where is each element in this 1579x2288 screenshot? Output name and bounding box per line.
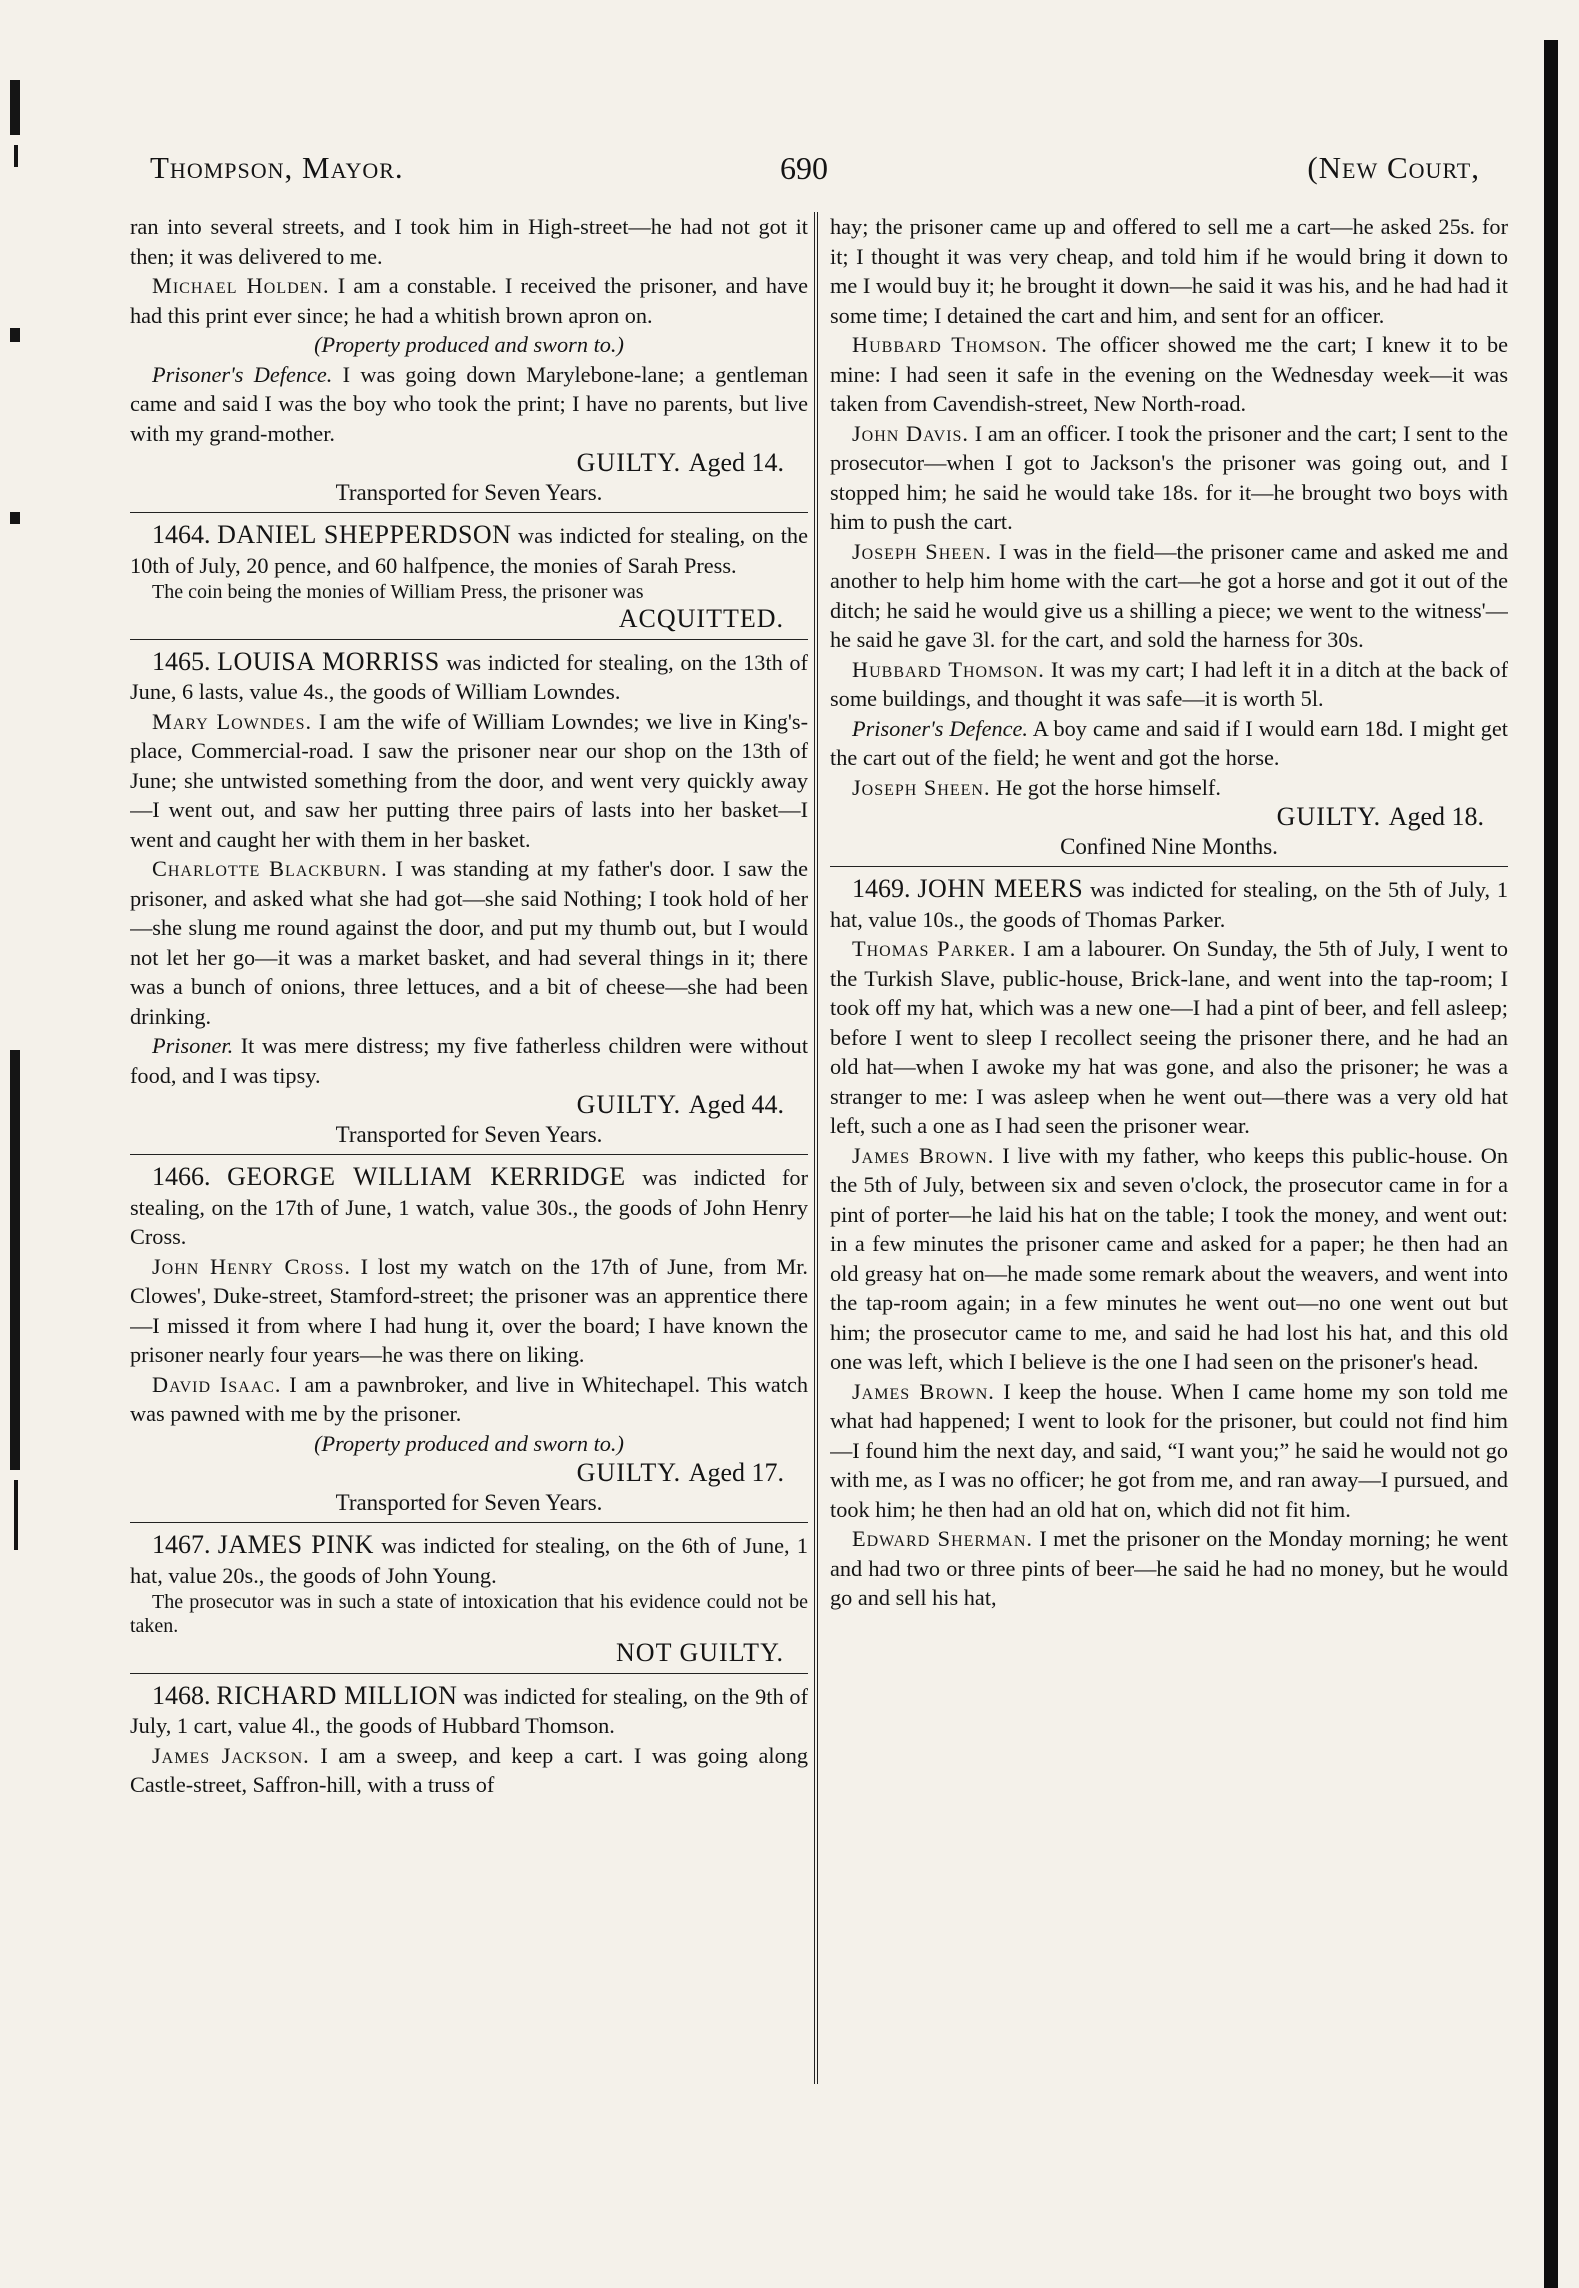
case-separator xyxy=(130,1154,808,1155)
witness-name: John Davis. xyxy=(852,420,969,446)
testimony-text: It was my cart; I had left it in a ditch at the back of some buildings, and thought it was safe—it is worth 5l. xyxy=(830,656,1508,711)
age: Aged 17. xyxy=(688,1458,784,1487)
case-separator xyxy=(130,512,808,513)
testimony-paragraph xyxy=(130,1741,808,1800)
testimony-text: I am a sweep, and keep a cart. I was going along Castle-street, Saffron-hill, with a truss of xyxy=(130,1742,808,1797)
case-separator xyxy=(130,639,808,640)
scan-mark xyxy=(10,512,20,524)
page-number: 690 xyxy=(780,150,828,186)
case-number: 1464. xyxy=(152,520,211,549)
testimony-text: I am a labourer. On Sunday, the 5th of July, I went to the Turkish Slave, public-house, Brick-lane, and went into the tap-room; I took off my hat, which was a new one—I had a pint of beer, and fell asleep; before I went to sleep I recollect seeing the prisoner there, and he had an old hat—when I awoke my hat was gone, and also the prisoner; he was a stranger to me: I was asleep when he went out—there was a very old hat left, such a one as I had seen the prisoner wear. xyxy=(830,936,1508,1138)
case-note: The coin being the monies of William Press, the prisoner was xyxy=(152,581,644,603)
case-number: 1467. xyxy=(152,1530,211,1559)
case-heading xyxy=(130,1530,808,1590)
verdict-line xyxy=(130,448,808,478)
verdict-line xyxy=(130,1458,808,1488)
testimony-paragraph xyxy=(130,707,808,855)
testimony-text: He got the horse himself. xyxy=(996,774,1221,800)
header-left: Thompson, Mayor. xyxy=(150,150,404,185)
defence-text: I was going down Marylebone-lane; a gentleman came and said I was the boy who took the print; I have no parents, but live with my grand-mother. xyxy=(130,361,808,446)
accused-name: JOHN MEERS xyxy=(917,874,1084,903)
testimony-paragraph xyxy=(830,934,1508,1141)
defence-text: It was mere distress; my five fatherless children were without food, and I was tipsy. xyxy=(130,1033,808,1088)
verdict: GUILTY. xyxy=(576,1090,682,1119)
witness-name: Joseph Sheen. xyxy=(852,774,991,800)
indictment-text: was indicted for stealing, on the 13th of June, 6 lasts, value 4s., the goods of William Lowndes. xyxy=(130,649,808,704)
defence-label: Prisoner. xyxy=(152,1033,234,1058)
sentence-line: Confined Nine Months. xyxy=(1060,833,1278,859)
verdict: GUILTY. xyxy=(576,448,682,477)
case-number: 1465. xyxy=(152,646,211,676)
testimony-text: I was in the field—the prisoner came and asked me and another to help him home with the cart—he got a horse and got it out of the ditch; he said he would give us a shilling a piece; we went to the witness'—he said he gave 3l. for the cart, and sold the harness for 30s. xyxy=(830,538,1508,652)
testimony-text: I live with my father, who keeps this public-house. On the 5th of July, between six and seven o'clock, the prosecutor came in for a pint of porter—he laid his hat on the table; I took the money, and went out: in a few minutes the prisoner came and asked for a paper; he then had an old greasy hat on—he made some remark about the weavers, and went into the tap-room again; in a few minutes he went out—no one went out but him; the prosecutor came to me, and said he had lost his hat, and this old one was left, which I believe is the one I had seen on the prisoner's head. xyxy=(830,1142,1508,1374)
property-note: (Property produced and sworn to.) xyxy=(314,332,624,357)
accused-name: LOUISA MORRISS xyxy=(217,646,440,676)
column-divider xyxy=(814,212,818,2084)
testimony-text: I met the prisoner on the Monday morning; he went and had two or three pints of beer—he said he had no money, but he would go and sell his hat, xyxy=(830,1526,1508,1610)
testimony-text: I am a pawnbroker, and live in Whitechapel. This watch was pawned with me by the prisoner. xyxy=(130,1371,808,1426)
testimony-text: The officer showed me the cart; I knew it to be mine: I had seen it safe in the evening on the Wednesday week—it was taken from Cavendish-street, New North-road. xyxy=(830,332,1508,416)
testimony-paragraph xyxy=(830,1524,1508,1613)
testimony-paragraph xyxy=(830,419,1508,537)
verdict-line xyxy=(130,604,808,634)
age: Aged 14. xyxy=(688,448,784,477)
running-head xyxy=(150,150,1480,200)
property-note: (Property produced and sworn to.) xyxy=(314,1430,624,1456)
testimony-paragraph xyxy=(130,1252,808,1370)
testimony-paragraph xyxy=(830,1377,1508,1525)
case-heading xyxy=(130,520,808,580)
defence-paragraph xyxy=(130,360,808,449)
indictment-text: was indicted for stealing, on the 17th of June, 1 watch, value 30s., the goods of John Henry Cross. xyxy=(130,1165,808,1249)
witness-name: Joseph Sheen. xyxy=(852,538,992,564)
testimony-text: I am a constable. I received the prisoner, and have had this print ever since; he had a whitish brown apron on. xyxy=(130,273,808,328)
case-note: The prosecutor was in such a state of intoxication that his evidence could not be taken. xyxy=(130,1591,808,1637)
testimony-text: I lost my watch on the 17th of June, from Mr. Clowes', Duke-street, Stamford-street; the prisoner was an apprentice there—I missed it from where I had hung it, over the board; I have known the prisoner nearly four years—he was there on liking. xyxy=(130,1253,808,1367)
witness-name: James Brown. xyxy=(852,1142,995,1168)
verdict: ACQUITTED. xyxy=(618,604,784,633)
defence-paragraph xyxy=(830,714,1508,773)
age: Aged 44. xyxy=(688,1090,784,1119)
testimony-paragraph xyxy=(130,271,808,330)
right-column xyxy=(830,212,1508,2092)
case-number: 1468. xyxy=(152,1680,211,1710)
indictment-text: was indicted for stealing, on the 10th of July, 20 pence, and 60 halfpence, the monies of Sarah Press. xyxy=(130,523,808,578)
testimony-paragraph xyxy=(830,655,1508,714)
age: Aged 18. xyxy=(1388,802,1484,831)
testimony-text: I am an officer. I took the prisoner and the cart; I sent to the prosecutor—when I got to Jackson's the prisoner was going out, and I stopped him; he said he would take 18s. for it—he brought two boys with him to push the cart. xyxy=(830,420,1508,534)
case-heading xyxy=(130,1681,808,1741)
testimony-paragraph xyxy=(830,537,1508,655)
witness-name: Mary Lowndes. xyxy=(152,708,313,734)
case-separator xyxy=(130,1522,808,1523)
defence-paragraph xyxy=(130,1031,808,1090)
testimony-paragraph xyxy=(130,854,808,1031)
witness-name: Thomas Parker. xyxy=(852,936,1017,961)
case-number: 1469. xyxy=(852,874,911,903)
testimony-paragraph xyxy=(830,1141,1508,1377)
accused-name: DANIEL SHEPPERDSON xyxy=(217,520,512,549)
verdict-line xyxy=(830,802,1508,832)
defence-label: Prisoner's Defence. xyxy=(152,361,333,387)
witness-name: David Isaac. xyxy=(152,1371,282,1397)
scan-mark xyxy=(14,145,18,167)
sentence-line: Transported for Seven Years. xyxy=(335,1489,603,1515)
verdict: GUILTY. xyxy=(576,1458,682,1487)
case-separator xyxy=(130,1673,808,1674)
scan-mark xyxy=(10,80,20,135)
testimony-paragraph xyxy=(130,1370,808,1429)
witness-name: Edward Sherman. xyxy=(852,1526,1033,1551)
indictment-text: was indicted for stealing, on the 9th of July, 1 cart, value 4l., the goods of Hubbard Thomson. xyxy=(130,1683,808,1738)
witness-name: Hubbard Thomson. xyxy=(852,332,1048,357)
testimony-text: I was standing at my father's door. I saw the prisoner, and asked what she had got—she said Nothing; I took hold of her—she slung me round against the door, and put my thumb out, but I would not let her go—it was a market basket, and had several things in it; there was a bunch of onions, three lettuces, and a bit of cheese—she had been drinking. xyxy=(130,856,808,1029)
accused-name: RICHARD MILLION xyxy=(216,1680,458,1710)
verdict: GUILTY. xyxy=(1276,802,1382,831)
witness-name: Hubbard Thomson. xyxy=(852,656,1045,682)
case-heading xyxy=(130,647,808,707)
testimony-paragraph xyxy=(830,773,1508,803)
sentence-line: Transported for Seven Years. xyxy=(335,479,603,505)
defence-text: A boy came and said if I would earn 18d. I might get the cart out of the field; he went and got the horse. xyxy=(830,715,1508,770)
header-right: (New Court, xyxy=(1307,150,1480,185)
text-paragraph: hay; the prisoner came up and offered to sell me a cart—he asked 25s. for it; I thought it was very cheap, and told him if he would bring it down to me I would buy it; he brought it down—he said it was his, and he had had it some time; I detained the cart and him, and sent for an officer. xyxy=(830,214,1508,328)
testimony-text: I am the wife of William Lowndes; we live in King's-place, Commercial-road. I saw the prisoner near our shop on the 13th of June; she untwisted something from the door, and went very quickly away—I went out, and saw her putting three pairs of lasts into her basket—I went and caught her with them in her basket. xyxy=(130,708,808,852)
scan-mark xyxy=(10,328,20,342)
sentence-line: Transported for Seven Years. xyxy=(335,1121,603,1147)
witness-name: Michael Holden. xyxy=(152,273,330,298)
witness-name: John Henry Cross. xyxy=(152,1253,351,1279)
witness-name: James Jackson. xyxy=(152,1742,310,1768)
case-heading xyxy=(830,874,1508,934)
scan-mark xyxy=(14,1480,18,1550)
text-paragraph: ran into several streets, and I took him in High-street—he had not got it then; it was delivered to me. xyxy=(130,214,808,269)
defence-label: Prisoner's Defence. xyxy=(852,715,1029,741)
indictment-text: was indicted for stealing, on the 6th of June, 1 hat, value 20s., the goods of John Young. xyxy=(130,1533,808,1588)
testimony-text: I keep the house. When I came home my son told me what had happened; I went to look for the prisoner, but could not find him—I found him the next day, and said, “I want you;” he said he would not go with me, as I was no officer; he got from me, and ran away—I pursued, and took him; he then had an old hat on, which did not fit him. xyxy=(830,1378,1508,1522)
case-separator xyxy=(830,866,1508,867)
accused-name: JAMES PINK xyxy=(217,1530,374,1559)
left-column xyxy=(130,212,808,2092)
verdict-line xyxy=(130,1638,808,1668)
accused-name: GEORGE WILLIAM KERRIDGE xyxy=(227,1162,626,1191)
scan-edge-left xyxy=(0,0,32,2288)
witness-name: Charlotte Blackburn. xyxy=(152,856,388,881)
verdict: NOT GUILTY. xyxy=(616,1638,784,1667)
testimony-paragraph xyxy=(830,330,1508,419)
scan-mark xyxy=(10,1050,20,1470)
witness-name: James Brown. xyxy=(852,1378,995,1404)
case-heading xyxy=(130,1162,808,1252)
verdict-line xyxy=(130,1090,808,1120)
scan-edge-right xyxy=(1544,40,1558,2288)
indictment-text: was indicted for stealing, on the 5th of July, 1 hat, value 10s., the goods of Thomas Parker. xyxy=(830,877,1508,932)
case-number: 1466. xyxy=(152,1162,211,1191)
